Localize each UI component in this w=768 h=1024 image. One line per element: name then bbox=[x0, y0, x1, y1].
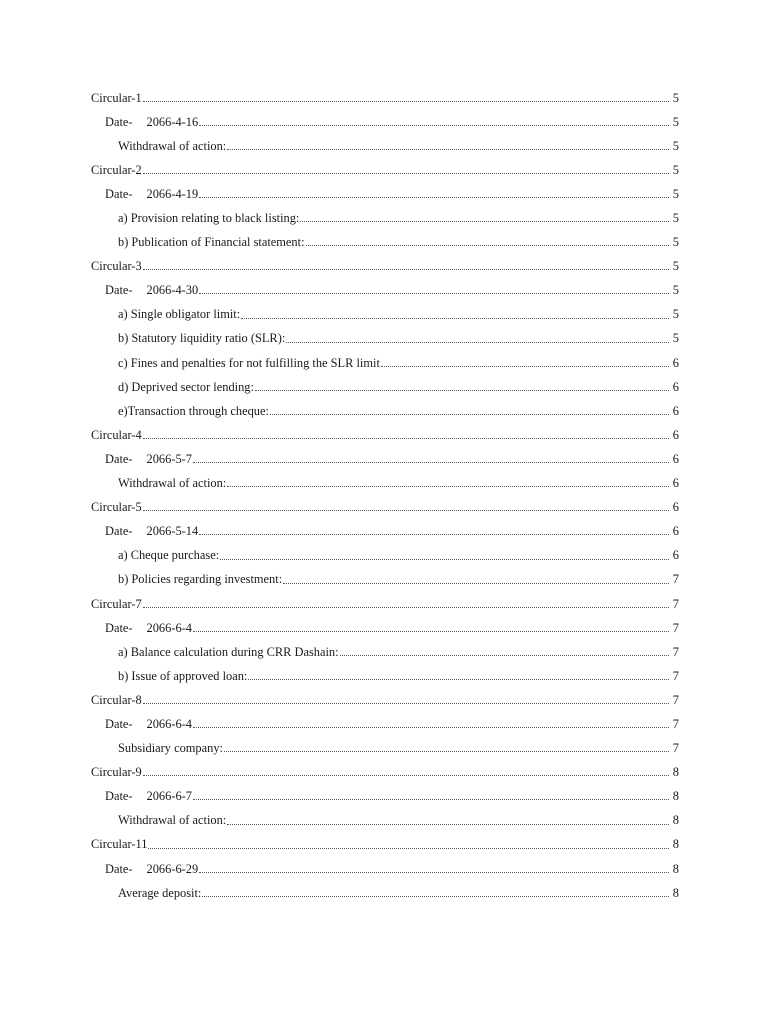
dot-leader bbox=[270, 402, 669, 415]
toc-entry-label: Withdrawal of action: bbox=[118, 476, 227, 491]
toc-entry-label: b) Issue of approved loan: bbox=[118, 668, 248, 683]
toc-page-number: 5 bbox=[672, 90, 679, 105]
toc-entry-label: Date- bbox=[105, 524, 133, 539]
toc-entry-title bbox=[118, 741, 223, 756]
dot-leader bbox=[381, 353, 669, 366]
toc-entry-title bbox=[118, 645, 339, 660]
toc-page-number: 5 bbox=[672, 235, 679, 250]
toc-entry-title bbox=[118, 307, 240, 322]
toc-entry-label: Circular-5 bbox=[91, 500, 142, 515]
toc-entry-date-value: 2066-4-30 bbox=[146, 283, 199, 298]
toc-entry-label: b) Publication of Financial statement: bbox=[118, 235, 305, 250]
toc-entry-title bbox=[91, 837, 147, 852]
toc-entry-title bbox=[105, 115, 198, 130]
dot-leader bbox=[143, 691, 669, 704]
toc-entry-label: Circular-11 bbox=[91, 837, 148, 852]
toc-entry-circular[interactable] bbox=[0, 423, 768, 447]
toc-page-number: 5 bbox=[672, 162, 679, 177]
toc-page-number: 7 bbox=[672, 644, 679, 659]
dot-leader bbox=[143, 763, 669, 776]
toc-entry-date-value: 2066-4-19 bbox=[146, 186, 199, 201]
dot-leader bbox=[202, 883, 669, 896]
toc-entry-label: Date- bbox=[105, 451, 133, 466]
toc-entry-title bbox=[105, 283, 198, 298]
toc-entry-date[interactable] bbox=[0, 279, 768, 303]
toc-entry-date-value: 2066-6-4 bbox=[146, 620, 192, 635]
toc-entry-title bbox=[91, 428, 142, 443]
toc-entry-label: Circular-7 bbox=[91, 596, 142, 611]
toc-entry-date-value: 2066-4-16 bbox=[146, 114, 199, 129]
toc-entry-label: Withdrawal of action: bbox=[118, 813, 227, 828]
toc-entry-label: a) Provision relating to black listing: bbox=[118, 211, 300, 226]
dot-leader bbox=[199, 281, 669, 294]
toc-entry-label: Circular-9 bbox=[91, 765, 142, 780]
toc-page-number: 7 bbox=[672, 668, 679, 683]
toc-page-number: 5 bbox=[672, 307, 679, 322]
toc-entry-title bbox=[105, 187, 198, 202]
dot-leader bbox=[220, 546, 669, 559]
toc-entry-title bbox=[118, 211, 299, 226]
toc-entry-circular[interactable] bbox=[0, 496, 768, 520]
toc-entry-topic[interactable] bbox=[0, 375, 768, 399]
toc-page-number: 5 bbox=[672, 259, 679, 274]
toc-page-number: 7 bbox=[672, 716, 679, 731]
toc-entry-circular[interactable] bbox=[0, 833, 768, 857]
toc-page-number: 6 bbox=[672, 451, 679, 466]
toc-entry-date-value: 2066-5-7 bbox=[146, 451, 192, 466]
toc-entry-date-value: 2066-6-7 bbox=[146, 789, 192, 804]
toc-entry-title bbox=[91, 693, 142, 708]
toc-entry-topic[interactable] bbox=[0, 809, 768, 833]
toc-entry-title bbox=[118, 476, 226, 491]
dot-leader bbox=[193, 787, 669, 800]
dot-leader bbox=[199, 112, 669, 125]
toc-entry-title bbox=[91, 597, 142, 612]
dot-leader bbox=[227, 474, 669, 487]
toc-entry-date[interactable] bbox=[0, 785, 768, 809]
dot-leader bbox=[255, 377, 669, 390]
toc-entry-title bbox=[118, 813, 226, 828]
dot-leader bbox=[224, 739, 669, 752]
dot-leader bbox=[227, 811, 669, 824]
toc-entry-date[interactable] bbox=[0, 520, 768, 544]
toc-entry-date[interactable] bbox=[0, 616, 768, 640]
toc-entry-title bbox=[118, 380, 254, 395]
dot-leader bbox=[143, 426, 669, 439]
toc-entry-date-value: 2066-6-29 bbox=[146, 861, 199, 876]
toc-page-number: 8 bbox=[672, 813, 679, 828]
toc-page-number: 6 bbox=[672, 355, 679, 370]
toc-page-number: 6 bbox=[672, 427, 679, 442]
dot-leader bbox=[199, 859, 669, 872]
toc-entry-title bbox=[118, 139, 226, 154]
toc-entry-circular[interactable] bbox=[0, 761, 768, 785]
toc-entry-topic[interactable] bbox=[0, 351, 768, 375]
toc-entry-label: b) Statutory liquidity ratio (SLR): bbox=[118, 331, 286, 346]
toc-entry-topic[interactable] bbox=[0, 568, 768, 592]
toc-entry-date-value: 2066-5-14 bbox=[146, 524, 199, 539]
toc-entry-title bbox=[118, 356, 380, 371]
toc-entry-label: Subsidiary company: bbox=[118, 741, 223, 756]
toc-page-number: 6 bbox=[672, 476, 679, 491]
toc-entry-label: Date- bbox=[105, 861, 133, 876]
dot-leader bbox=[199, 522, 669, 535]
toc-entry-circular[interactable] bbox=[0, 86, 768, 110]
toc-entry-label: a) Cheque purchase: bbox=[118, 548, 220, 563]
toc-entry-label: e)Transaction through cheque: bbox=[118, 403, 269, 418]
toc-entry-label: a) Single obligator limit: bbox=[118, 307, 241, 322]
toc-entry-label: Date- bbox=[105, 620, 133, 635]
toc-entry-topic[interactable] bbox=[0, 327, 768, 351]
toc-entry-title bbox=[118, 572, 282, 587]
toc-page-number: 5 bbox=[672, 138, 679, 153]
toc-page-number: 6 bbox=[672, 500, 679, 515]
toc-entry-date-value: 2066-6-4 bbox=[146, 716, 192, 731]
toc-entry-circular[interactable] bbox=[0, 592, 768, 616]
dot-leader bbox=[193, 618, 669, 631]
dot-leader bbox=[241, 305, 669, 318]
dot-leader bbox=[340, 643, 669, 656]
dot-leader bbox=[248, 667, 669, 680]
toc-entry-label: Circular-4 bbox=[91, 427, 142, 442]
toc-entry-label: Circular-8 bbox=[91, 692, 142, 707]
toc-entry-label: Average deposit: bbox=[118, 885, 202, 900]
toc-entry-title bbox=[105, 621, 192, 636]
toc-entry-label: Circular-1 bbox=[91, 90, 142, 105]
toc-entry-circular[interactable] bbox=[0, 688, 768, 712]
toc-entry-title bbox=[105, 862, 198, 877]
toc-entry-topic[interactable] bbox=[0, 881, 768, 905]
dot-leader bbox=[148, 835, 669, 848]
toc-entry-label: d) Deprived sector lending: bbox=[118, 379, 254, 394]
toc-entry-date[interactable] bbox=[0, 712, 768, 736]
toc-entry-circular[interactable] bbox=[0, 255, 768, 279]
dot-leader bbox=[306, 233, 669, 246]
toc-page-number: 6 bbox=[672, 403, 679, 418]
toc-entry-label: Circular-3 bbox=[91, 259, 142, 274]
dot-leader bbox=[193, 715, 669, 728]
toc-page-number: 5 bbox=[672, 114, 679, 129]
toc-page-number: 7 bbox=[672, 692, 679, 707]
dot-leader bbox=[143, 594, 669, 607]
toc-entry-title bbox=[91, 259, 142, 274]
toc-page-number: 6 bbox=[672, 379, 679, 394]
toc-entry-title bbox=[118, 669, 247, 684]
dot-leader bbox=[199, 185, 669, 198]
toc-entry-title bbox=[91, 765, 142, 780]
toc-entry-label: Date- bbox=[105, 789, 133, 804]
toc-page-number: 8 bbox=[672, 837, 679, 852]
toc-entry-label: Date- bbox=[105, 283, 133, 298]
toc-entry-label: Date- bbox=[105, 114, 133, 129]
dot-leader bbox=[143, 161, 669, 174]
toc-page-number: 7 bbox=[672, 741, 679, 756]
toc-entry-date[interactable] bbox=[0, 110, 768, 134]
toc-entry-title bbox=[118, 548, 219, 563]
dot-leader bbox=[227, 137, 669, 150]
toc-entry-title bbox=[91, 163, 142, 178]
toc-entry-topic[interactable] bbox=[0, 206, 768, 230]
toc-entry-topic[interactable] bbox=[0, 134, 768, 158]
toc-page-number: 7 bbox=[672, 572, 679, 587]
toc-entry-title bbox=[118, 404, 269, 419]
dot-leader bbox=[143, 257, 669, 270]
toc-page-number: 8 bbox=[672, 789, 679, 804]
toc-entry-label: Date- bbox=[105, 186, 133, 201]
toc-entry-label: Date- bbox=[105, 716, 133, 731]
toc-entry-topic[interactable] bbox=[0, 737, 768, 761]
toc-entry-title bbox=[105, 524, 198, 539]
toc-entry-topic[interactable] bbox=[0, 399, 768, 423]
toc-entry-title bbox=[118, 886, 201, 901]
toc-page-number: 8 bbox=[672, 765, 679, 780]
toc-entry-title bbox=[91, 91, 142, 106]
toc-page-number: 6 bbox=[672, 548, 679, 563]
toc-entry-topic[interactable] bbox=[0, 472, 768, 496]
toc-entry-topic[interactable] bbox=[0, 544, 768, 568]
toc-entry-date[interactable] bbox=[0, 857, 768, 881]
toc-entry-topic[interactable] bbox=[0, 664, 768, 688]
dot-leader bbox=[286, 329, 669, 342]
dot-leader bbox=[143, 498, 669, 511]
toc-entry-label: a) Balance calculation during CRR Dashain: bbox=[118, 644, 339, 659]
dot-leader bbox=[143, 88, 669, 101]
toc-entry-label: Circular-2 bbox=[91, 162, 142, 177]
toc-entry-title bbox=[118, 331, 285, 346]
toc-page-number: 5 bbox=[672, 283, 679, 298]
toc-entry-topic[interactable] bbox=[0, 640, 768, 664]
dot-leader bbox=[300, 209, 669, 222]
table-of-contents bbox=[0, 86, 768, 905]
toc-entry-title bbox=[118, 235, 305, 250]
toc-entry-label: Withdrawal of action: bbox=[118, 138, 227, 153]
toc-entry-label: c) Fines and penalties for not fulfilling the SLR limit bbox=[118, 355, 380, 370]
toc-entry-title bbox=[105, 717, 192, 732]
toc-entry-date[interactable] bbox=[0, 182, 768, 206]
toc-page-number: 5 bbox=[672, 186, 679, 201]
toc-page-number: 5 bbox=[672, 331, 679, 346]
toc-page-number: 7 bbox=[672, 620, 679, 635]
toc-page-number: 7 bbox=[672, 596, 679, 611]
toc-page-number: 8 bbox=[672, 861, 679, 876]
toc-entry-title bbox=[105, 452, 192, 467]
toc-entry-topic[interactable] bbox=[0, 231, 768, 255]
dot-leader bbox=[283, 570, 669, 583]
toc-page-number: 6 bbox=[672, 524, 679, 539]
toc-entry-topic[interactable] bbox=[0, 303, 768, 327]
toc-entry-circular[interactable] bbox=[0, 158, 768, 182]
toc-entry-title bbox=[91, 500, 142, 515]
dot-leader bbox=[193, 450, 669, 463]
toc-entry-label: b) Policies regarding investment: bbox=[118, 572, 283, 587]
toc-entry-title bbox=[105, 789, 192, 804]
toc-page-number: 5 bbox=[672, 211, 679, 226]
toc-page-number: 8 bbox=[672, 885, 679, 900]
toc-entry-date[interactable] bbox=[0, 447, 768, 471]
